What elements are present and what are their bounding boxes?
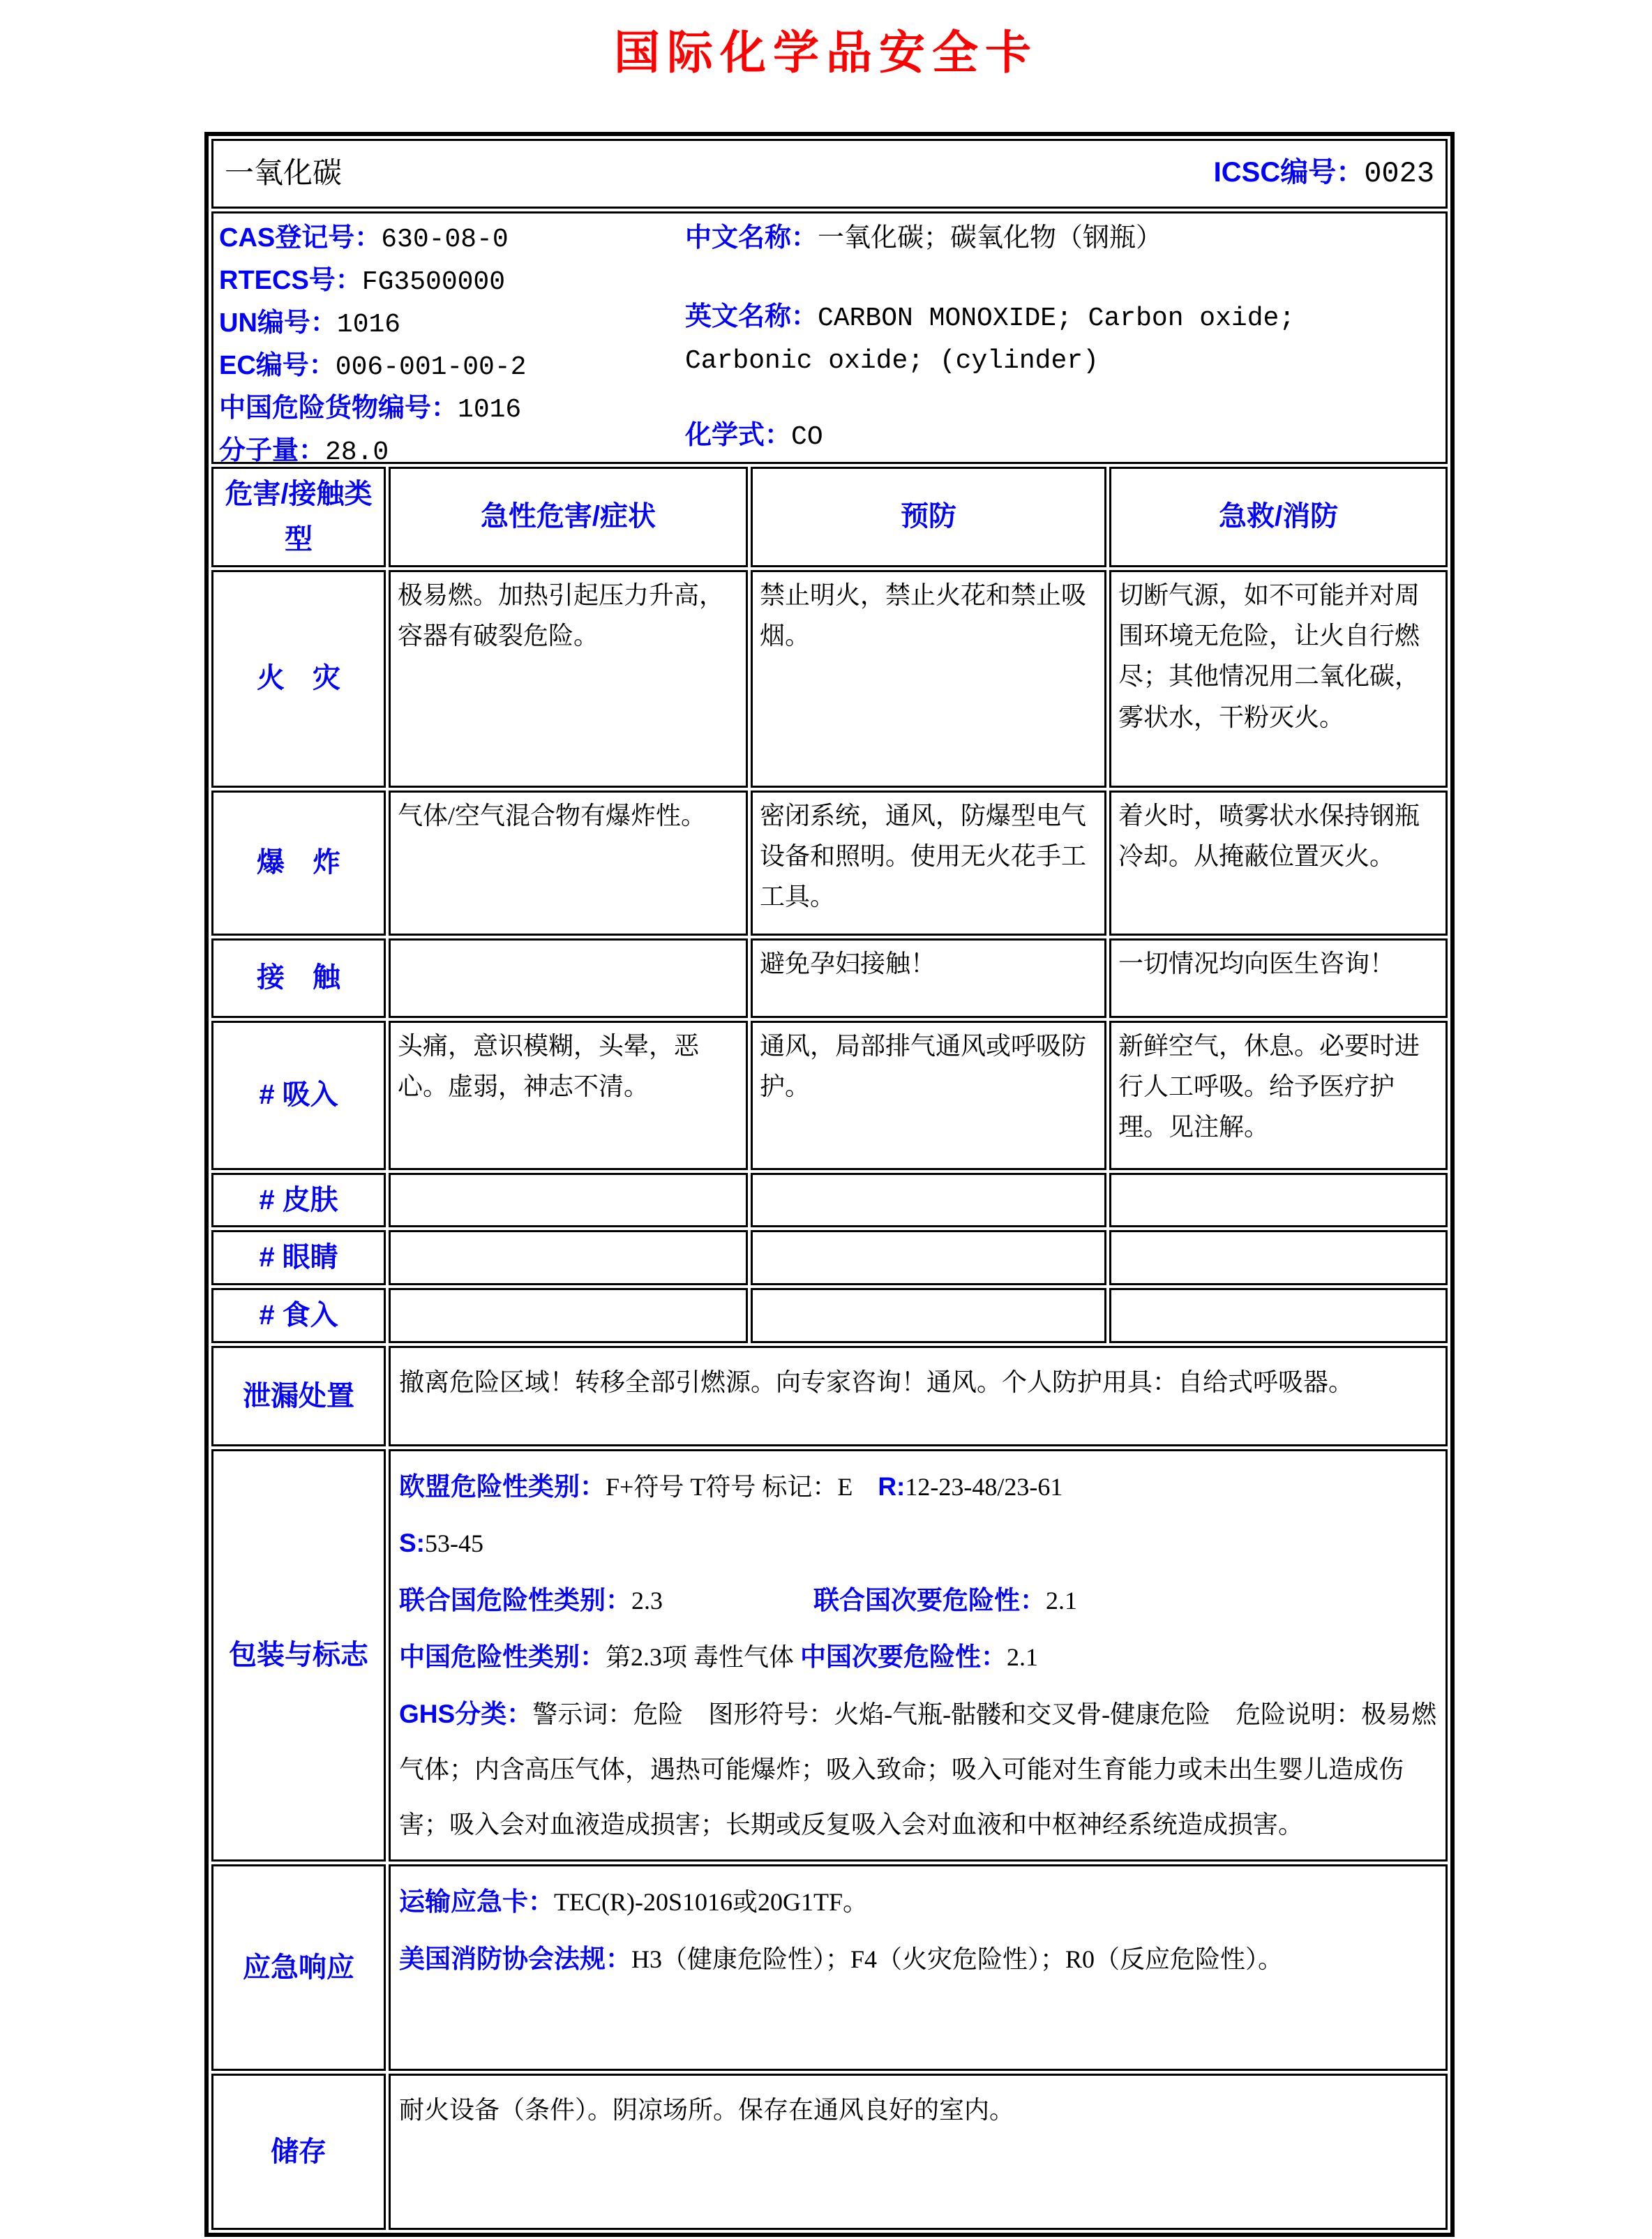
un-number-line [219, 303, 685, 345]
row-label-packaging: 包装与标志 [211, 1449, 386, 1862]
china-hazard-class-line [399, 1628, 1437, 1685]
field-value: 2.1 [1046, 1586, 1078, 1615]
identification-row [211, 211, 1448, 464]
section-row-packaging [211, 1449, 1448, 1862]
packaging-content-cell [389, 1449, 1448, 1862]
hazard-row-inhalation [211, 1021, 1448, 1170]
field-value: 第2.3项 毒性气体 [606, 1643, 801, 1672]
china-dg-number-line [219, 388, 685, 430]
ingestion-symptoms-cell [389, 1288, 748, 1343]
field-value: 12-23-48/23-61 [905, 1472, 1063, 1501]
nfpa-code-line [399, 1931, 1437, 1987]
skin-response-cell [1109, 1173, 1448, 1228]
field-value: F+符号 T符号 标记：E [606, 1472, 878, 1501]
icsc-label: ICSC编号： [1213, 156, 1365, 188]
chinese-name-value: 一氧化碳；碳氧化物（钢瓶） [818, 223, 1163, 253]
identification-cell [211, 211, 1448, 464]
card-title-row [211, 139, 1448, 209]
inhalation-prevention-cell: 通风，局部排气通风或呼吸防护。 [751, 1021, 1106, 1170]
field-value: TEC(R)-20S1016或20G1TF。 [554, 1888, 868, 1917]
formula-label: 化学式： [685, 421, 792, 450]
english-name-value: CARBON MONOXIDE; Carbon oxide; Carbonic oxide; (cylinder) [685, 304, 1296, 376]
row-label-fire: 火 灾 [211, 570, 386, 788]
inhalation-response-cell: 新鲜空气，休息。必要时进行人工呼吸。给予医疗护理。见注解。 [1109, 1021, 1448, 1170]
page-title: 国际化学品安全卡 [614, 25, 1038, 80]
field-label: S: [399, 1529, 425, 1558]
rtecs-value: FG3500000 [361, 267, 506, 297]
contact-prevention-cell: 避免孕妇接触！ [751, 938, 1106, 1018]
ghs-classification-line [399, 1686, 1437, 1853]
eu-hazard-class-line [399, 1458, 1437, 1515]
cas-value: 630-08-0 [381, 225, 509, 255]
substance-name: 一氧化碳 [225, 157, 343, 190]
field-value: 53-45 [425, 1529, 483, 1558]
identification-left-column [219, 218, 685, 464]
china-dg-label: 中国危险货物编号： [219, 394, 458, 423]
transport-emergency-card-line [399, 1873, 1437, 1930]
field-value: 警示词：危险 图形符号：火焰-气瓶-骷髅和交叉骨-健康危险 危险说明：极易燃气体；内含高压气体，遇热可能爆炸；吸入致命；吸入可能对生育能力或未出生婴儿造成伤害；吸入会对血液造成损害；长期或反复吸入会对血液和中枢神经系统造成损害。 [399, 1700, 1437, 1839]
un-value: 1016 [336, 310, 401, 340]
inhalation-symptoms-cell: 头痛，意识模糊，头晕，恶心。虚弱，神志不清。 [389, 1021, 748, 1170]
hazard-header-prevention: 预防 [751, 467, 1106, 567]
hazard-row-skin [211, 1173, 1448, 1228]
cas-number-line [219, 218, 685, 260]
chinese-name-line [685, 218, 1397, 258]
explosion-response-cell: 着火时，喷雾状水保持钢瓶冷却。从掩蔽位置灭火。 [1109, 791, 1448, 936]
row-label-eyes: # 眼睛 [211, 1230, 386, 1285]
fire-response-cell: 切断气源，如不可能并对周围环境无危险，让火自行燃尽；其他情况用二氧化碳，雾状水，干粉灭火。 [1109, 570, 1448, 788]
field-label: 联合国次要危险性： [813, 1585, 1046, 1615]
ec-value: 006-001-00-2 [335, 352, 527, 382]
field-label: R: [878, 1472, 906, 1501]
section-row-spill [211, 1346, 1448, 1446]
hazard-row-contact [211, 938, 1448, 1018]
field-label: 联合国危险性类别： [399, 1585, 631, 1615]
field-label: 美国消防协会法规： [399, 1944, 631, 1973]
rtecs-label: RTECS号： [219, 266, 362, 295]
explosion-prevention-cell: 密闭系统，通风，防爆型电气设备和照明。使用无火花手工工具。 [751, 791, 1106, 936]
row-label-contact: 接 触 [211, 938, 386, 1018]
ingestion-prevention-cell [751, 1288, 1106, 1343]
identification-right-column [685, 218, 1397, 458]
icsc-number: 0023 [1364, 156, 1435, 190]
field-label: 中国危险性类别： [399, 1642, 606, 1672]
row-label-emergency: 应急响应 [211, 1864, 386, 2071]
fire-prevention-cell: 禁止明火，禁止火花和禁止吸烟。 [751, 570, 1106, 788]
molecular-weight-value: 28.0 [325, 437, 389, 464]
hazard-header-response: 急救/消防 [1109, 467, 1448, 567]
card-title-cell [211, 139, 1448, 209]
fire-symptoms-cell: 极易燃。加热引起压力升高，容器有破裂危险。 [389, 570, 748, 788]
field-value: 2.1 [1007, 1643, 1039, 1672]
ec-number-line [219, 345, 685, 388]
chinese-name-label: 中文名称： [685, 223, 818, 253]
field-label: 中国次要危险性： [800, 1642, 1007, 1672]
spill-content-cell: 撤离危险区域！转移全部引燃源。向专家咨询！通风。个人防护用具：自给式呼吸器。 [389, 1346, 1448, 1446]
molecular-weight-line [219, 430, 685, 464]
ec-label: EC编号： [219, 351, 336, 380]
explosion-symptoms-cell: 气体/空气混合物有爆炸性。 [389, 791, 748, 936]
hazard-header-row [211, 467, 1448, 567]
row-label-inhalation: # 吸入 [211, 1021, 386, 1170]
un-hazard-class-line [399, 1572, 1437, 1628]
contact-response-cell: 一切情况均向医生咨询！ [1109, 938, 1448, 1018]
row-label-ingestion: # 食入 [211, 1288, 386, 1343]
contact-symptoms-cell [389, 938, 748, 1018]
hazard-header-type: 危害/接触类型 [211, 467, 386, 567]
eyes-response-cell [1109, 1230, 1448, 1285]
hazard-row-eyes [211, 1230, 1448, 1285]
english-name-label: 英文名称： [685, 302, 818, 331]
field-label: GHS分类： [399, 1699, 533, 1728]
storage-content-cell: 耐火设备（条件）。阴凉场所。保存在通风良好的室内。 [389, 2074, 1448, 2230]
row-label-skin: # 皮肤 [211, 1173, 386, 1228]
eyes-prevention-cell [751, 1230, 1106, 1285]
row-label-spill: 泄漏处置 [211, 1346, 386, 1446]
field-value: H3（健康危险性）；F4（火灾危险性）；R0（反应危险性）。 [631, 1945, 1284, 1973]
section-row-storage [211, 2074, 1448, 2230]
hazard-row-explosion [211, 791, 1448, 936]
field-label: 欧盟危险性类别： [399, 1472, 606, 1501]
english-name-line [685, 297, 1397, 382]
eyes-symptoms-cell [389, 1230, 748, 1285]
un-label: UN编号： [219, 308, 337, 338]
emergency-content-cell [389, 1864, 1448, 2071]
molecular-weight-label: 分子量： [219, 436, 326, 464]
icsc-number-group [1214, 150, 1434, 197]
rtecs-number-line [219, 260, 685, 303]
skin-symptoms-cell [389, 1173, 748, 1228]
s-phrases-line [399, 1515, 1437, 1571]
hazard-header-symptoms: 急性危害/症状 [389, 467, 748, 567]
field-label: 运输应急卡： [399, 1887, 554, 1917]
formula-value: CO [791, 422, 823, 452]
field-value: 2.3 [631, 1586, 814, 1615]
hazard-row-ingestion [211, 1288, 1448, 1343]
icsc-card-table [204, 132, 1455, 2237]
formula-line [685, 415, 1397, 458]
china-dg-value: 1016 [458, 395, 522, 425]
cas-label: CAS登记号： [219, 223, 382, 253]
row-label-explosion: 爆 炸 [211, 791, 386, 936]
skin-prevention-cell [751, 1173, 1106, 1228]
row-label-storage: 储存 [211, 2074, 386, 2230]
ingestion-response-cell [1109, 1288, 1448, 1343]
section-row-emergency [211, 1864, 1448, 2071]
hazard-row-fire [211, 570, 1448, 788]
